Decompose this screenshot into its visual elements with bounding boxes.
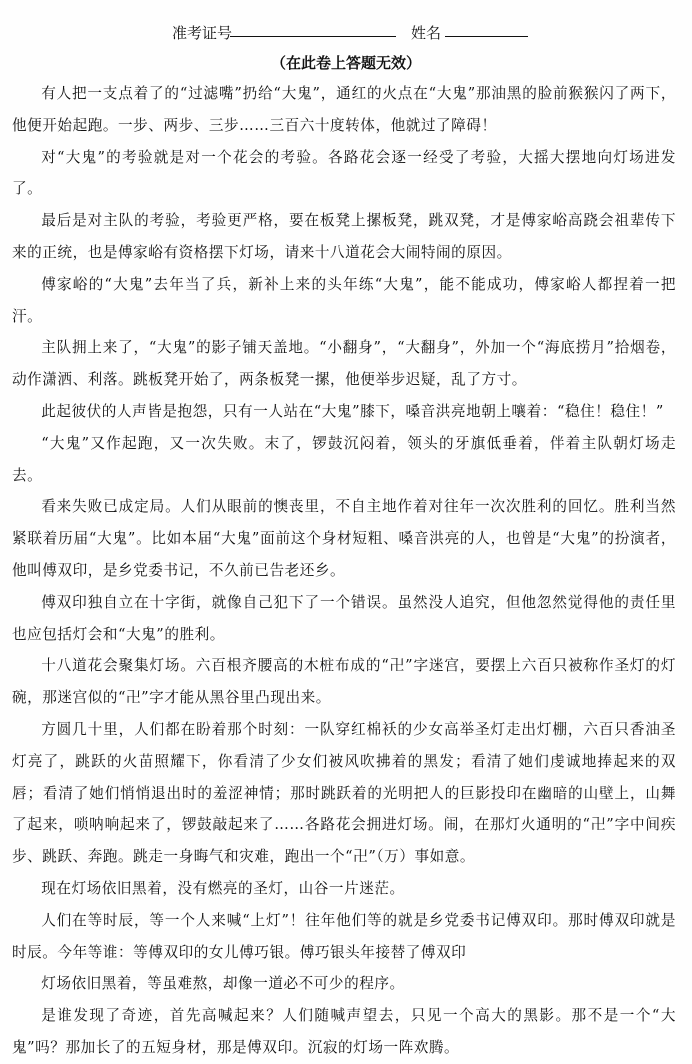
paragraph: 现在灯场依旧黑着，没有燃亮的圣灯，山谷一片迷茫。 (41, 879, 405, 897)
paragraph: 此起彼伏的人声皆是抱怨，只有一人站在“大鬼”膝下，嗓音洪亮地朝上嚷着：“稳住！稳住！” (41, 402, 664, 420)
paragraph: 主队拥上来了，“大鬼”的影子铺天盖地。“小翻身”，“大翻身”，外加一个“海底捞月”拾烟卷，动作潇洒、利落。跳板凳开始了，两条板凳一摞，他便举步迟疑，乱了方寸。 (12, 339, 676, 389)
paragraph: “大鬼”又作起跑，又一次失败。末了，锣鼓沉闷着，领头的牙旗低垂着，伴着主队朝灯场走去。 (12, 434, 676, 484)
paragraph: 是谁发现了奇迹，首先高喊起来？人们随喊声望去，只见一个高大的黑影。那不是一个“大鬼”吗？那加长了的五短身材，那是傅双印。沉寂的灯场一阵欢腾。 (12, 1007, 676, 1056)
exam-header (0, 12, 692, 46)
paragraph: 方圆几十里，人们都在盼着那个时刻：一队穿红棉袄的少女高举圣灯走出灯棚，六百只香油圣灯亮了，跳跃的火苗照耀下，你看清了少女们被风吹拂着的黑发；看清了她们虔诚地捧起来的双唇；看清了她们悄悄退出时的羞涩神情；那时跳跃着的光明把人的巨影投印在幽暗的山壁上，山舞了起来，唢呐响起来了，锣鼓敲起来了……各路花会拥进灯场。闹，在那灯火通明的“卍”字中间疾步、跳跃、奔跑。跳走一身晦气和灾难，跑出一个“卍”（万）事如意。 (12, 720, 676, 866)
paragraph: 十八道花会聚集灯场。六百根齐腰高的木桩布成的“卍”字迷宫，要摆上六百只被称作圣灯的灯碗，那迷宫似的“卍”字才能从黑谷里凸现出来。 (12, 657, 676, 707)
paragraph: 有人把一支点着了的“过滤嘴”扔给“大鬼”，通红的火点在“大鬼”那油黑的脸前猴猴闪了两下，他便开始起跑。一步、两步、三步……三百六十度转体，他就过了障碍！ (12, 85, 676, 134)
exam-id-blank[interactable] (230, 36, 396, 37)
name-blank[interactable] (445, 36, 528, 37)
paragraph: 灯场依旧黑着，等虽难熬，却像一道必不可少的程序。 (41, 975, 405, 993)
paragraph: 傅双印独自立在十字街，就像自己犯下了一个错误。虽然没人追究，但他忽然觉得他的责任里也应包括灯会和“大鬼”的胜利。 (12, 593, 676, 643)
paragraph: 对“大鬼”的考验就是对一个花会的考验。各路花会逐一经受了考验，大摇大摆地向灯场进发了。 (12, 148, 676, 198)
invalid-notice: （在此卷上答题无效） (270, 54, 421, 72)
paragraph: 人们在等时辰，等一个人来喊“上灯”！往年他们等的就是乡党委书记傅双印。那时傅双印就是时辰。今年等谁：等傅双印的女儿傅巧银。傅巧银头年接替了傅双印 (12, 911, 676, 961)
paragraph: 最后是对主队的考验，考验更严格，要在板凳上摞板凳，跳双凳，才是傅家峪高跷会祖辈传下来的正统，也是傅家峪有资格摆下灯场，请来十八道花会大闹特闹的原因。 (12, 212, 676, 261)
paragraph: 傅家峪的“大鬼”去年当了兵，新补上来的头年练“大鬼”，能不能成功，傅家峪人都捏着一把汗。 (12, 275, 676, 325)
passage-text (12, 78, 676, 1064)
paragraph: 看来失败已成定局。人们从眼前的懊丧里，不自主地作着对往年一次次胜利的回忆。胜利当然紧联着历届“大鬼”。比如本届“大鬼”面前这个身材短粗、嗓音洪亮的人，也曾是“大鬼”的扮演者，他叫傅双印，是乡党委书记，不久前已告老还乡。 (12, 498, 676, 579)
exam-id-label: 准考证号 (172, 24, 233, 42)
name-label: 姓名 (411, 24, 442, 42)
